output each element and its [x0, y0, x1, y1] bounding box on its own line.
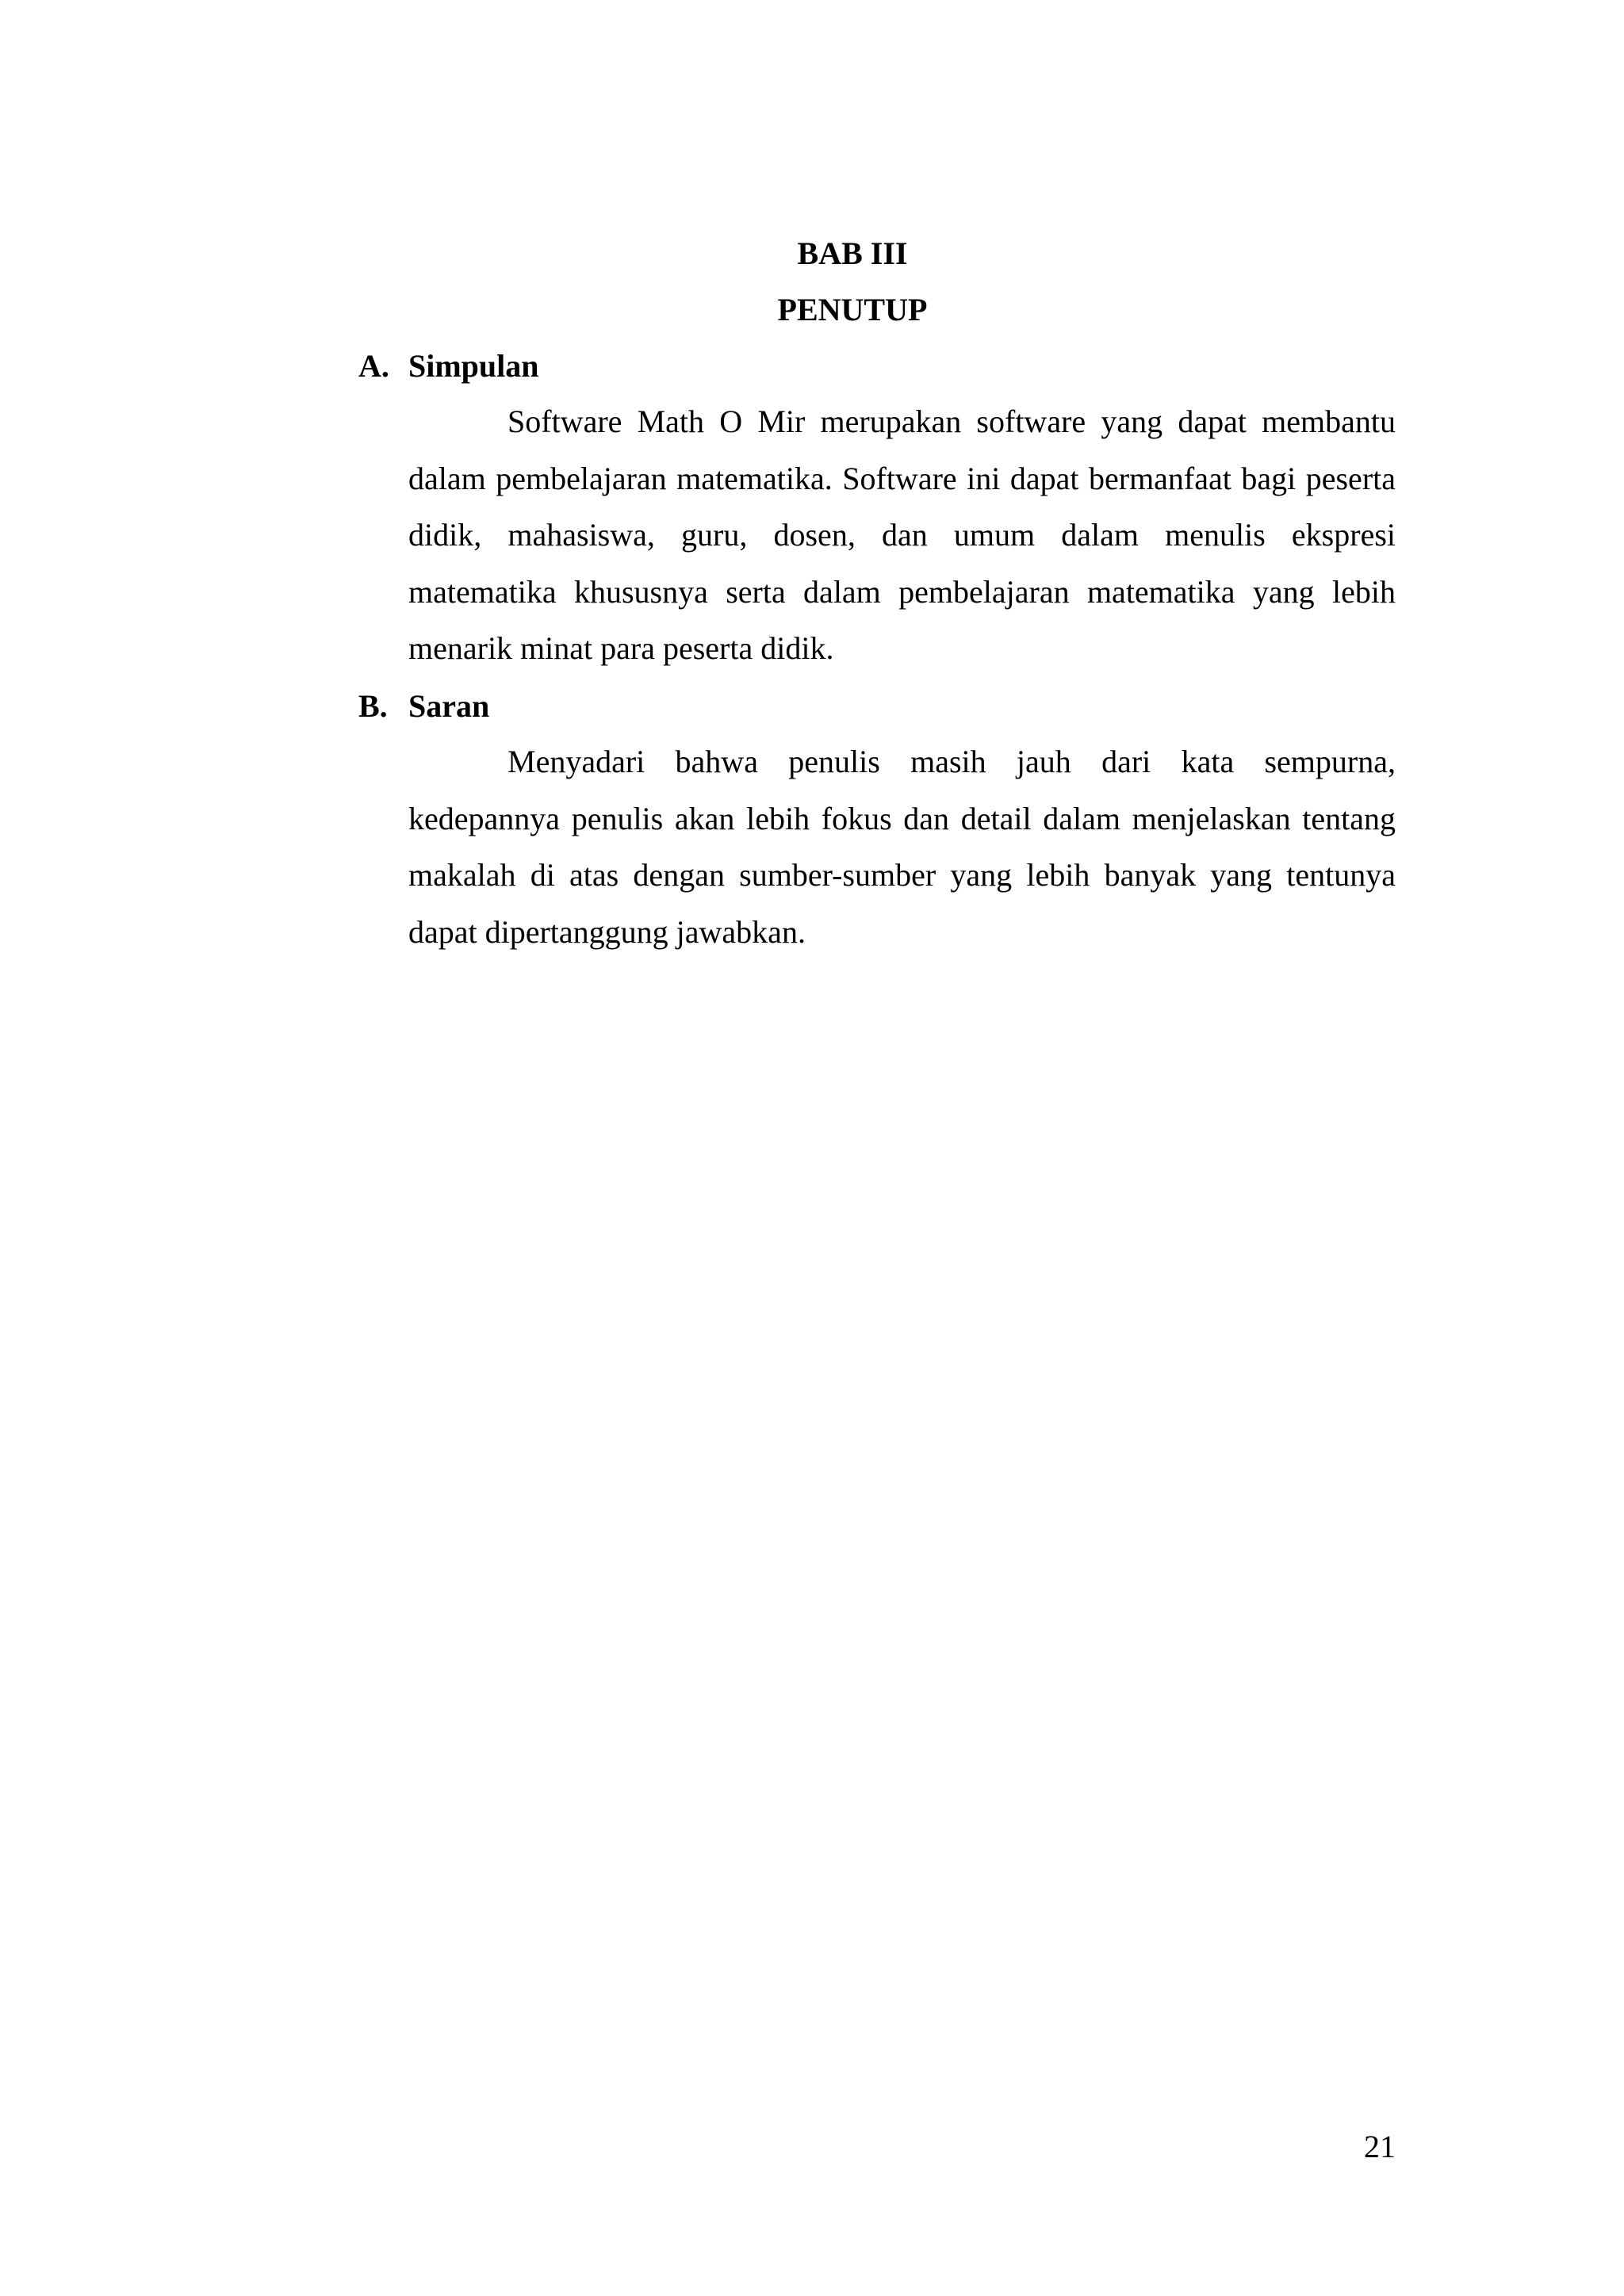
- section-marker: A.: [358, 348, 389, 384]
- paragraph-saran: Menyadari bahwa penulis masih jauh dari kata sempurna, kedepannya penulis akan lebih fokus dan detail dalam menjelaskan tentang makalah di atas dengan sumber-sumber yang lebih banyak yang tentunya dapat dipertanggung jawabkan.: [408, 744, 1396, 950]
- chapter-number: BAB III: [797, 235, 908, 271]
- section-title: Saran: [408, 688, 490, 724]
- section-heading-simpulan: [358, 347, 539, 385]
- section-title: Simpulan: [408, 348, 539, 384]
- section-marker: B.: [358, 688, 388, 724]
- page-number: 21: [1364, 2129, 1396, 2164]
- chapter-title: PENUTUP: [777, 292, 928, 327]
- paragraph-simpulan: Software Math O Mir merupakan software yang dapat membantu dalam pembelajaran matematika. Software ini dapat bermanfaat bagi peserta didik, mahasiswa, guru, dosen, dan umum dalam menulis ekspresi matematika khususnya serta dalam pembelajaran matematika yang lebih menarik minat para peserta didik.: [408, 404, 1396, 666]
- section-heading-saran: [358, 687, 489, 725]
